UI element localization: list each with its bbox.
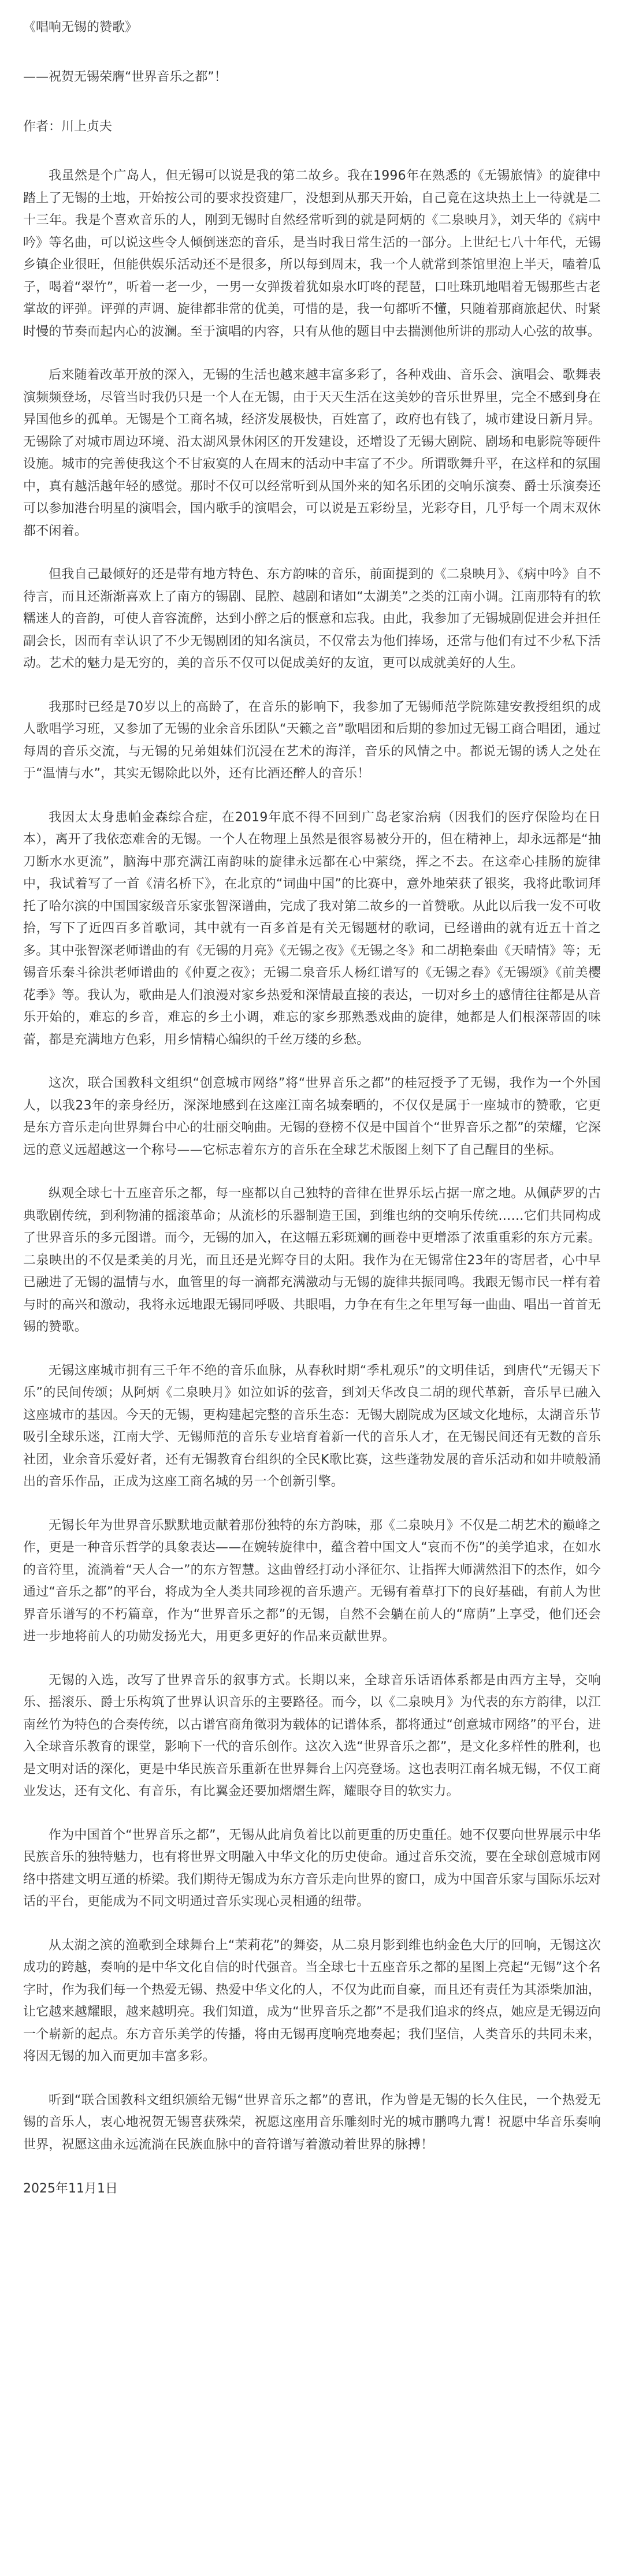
paragraph: 纵观全球七十五座音乐之都，每一座都以自己独特的音律在世界乐坛占据一席之地。从佩萨罗的古典歌剧传统，到利物浦的摇滚革命；从流杉的乐器制造王国，到维也纳的交响乐传统……它们共同构成了世界音乐的多元图谱。而今，无锡的加入，在这幅五彩斑斓的画卷中更增添了浓重重彩的东方元素。二泉映出的不仅是柔美的月光，而且还是光辉夺目的太阳。我作为在无锡常住23年的寄居者，心中早已融进了无锡的温情与水，血管里的每一滴都充满激动与无锡的旋律共振同鸣。我跟无锡市民一样有着与时的高兴和激动，我将永远地跟无锡同呼吸、共眼唱，力争在有生之年里写每一曲曲、唱出一首首无锡的赞歌。: [23, 1186, 601, 1334]
paragraph: 我那时已经是70岁以上的高龄了，在音乐的影响下，我参加了无锡师范学院陈建安教授组织的成人歌唱学习班，又参加了无锡的业余音乐团队“天籁之音”歌唱团和后期的参加过无锡工商合唱团，通过每周的音乐交流，与无锡的兄弟姐妹们沉浸在艺术的海洋，音乐的风情之中。都说无锡的诱人之处在于“温情与水”，其实无锡除此以外，还有比酒还醉人的音乐！: [23, 699, 601, 781]
paragraph: 无锡的入选，改写了世界音乐的叙事方式。长期以来，全球音乐话语体系都是由西方主导，交响乐、摇滚乐、爵士乐构筑了世界认识音乐的主要路径。而今，以《二泉映月》为代表的东方韵律，以江南丝竹为特色的合奏传统，以古谱宫商角徵羽为载体的记谱体系，都将通过“创意城市网络”的平台，进入全球音乐教育的课堂，影响下一代的音乐创作。这次入选“世界音乐之都”，是文化多样性的胜利，也是文明对话的深化，更是中华民族音乐重新在世界舞台上闪亮登场。这也表明江南名城无锡，不仅工商业发达，还有文化、有音乐，有比翼金还要加熠熠生辉，耀眼夺目的软实力。: [23, 1673, 601, 1799]
paragraph: 从太湖之滨的渔歌到全球舞台上“茉莉花”的舞姿，从二泉月影到维也纳金色大厅的回响，无锡这次成功的跨越，奏响的是中华文化自信的时代强音。当全球七十五座音乐之都的星图上亮起“无锡”这个名字时，作为我们每一个热爱无锡、热爱中华文化的人，不仅为此而自豪，而且还有责任为其添柴加油，让它越来越耀眼，越来越明亮。我们知道，成为“世界音乐之都”不是我们追求的终点，她应是无锡迈向一个崭新的起点。东方音乐美学的传播，将由无锡再度响亮地奏起；我们坚信，人类音乐的共同未来，将因无锡的加入而更加丰富多彩。: [23, 1938, 601, 2064]
paragraph: 这次，联合国教科文组织“创意城市网络”将“世界音乐之都”的桂冠授予了无锡，我作为一个外国人，以我23年的亲身经历，深深地感到在这座江南名城秦晒的，不仅仅是属于一座城市的赞歌，它更是东方音乐走向世界舞台中心的壮丽交响曲。无锡的登榜不仅是中国首个“世界音乐之都”的荣耀，它深远的意义远超越这一个称号——它标志着东方的音乐在全球艺术版图上刻下了自己醒目的坐标。: [23, 1076, 601, 1157]
paragraph: 我虽然是个广岛人，但无锡可以说是我的第二故乡。我在1996年在熟悉的《无锡旅情》的旋律中踏上了无锡的土地，开始按公司的要求投资建厂，没想到从那天开始，自己竟在这块热土上一待就是二十三年。我是个喜欢音乐的人，刚到无锡时自然经常听到的就是阿炳的《二泉映月》，刘天华的《病中吟》等名曲，可以说这些令人倾倒迷恋的音乐，是当时我日常生活的一部分。上世纪七八十年代，无锡乡镇企业很旺，但能供娱乐活动还不是很多，所以每到周末，我一个人就常到茶馆里泡上半天，嗑着瓜子，喝着“翠竹”，听着一老一少，一男一女弹拨着犹如泉水叮咚的琵琶，口吐珠玑地唱着无锡那些古老掌故的评弹。评弹的声调、旋律都非常的优美，可惜的是，我一句都听不懂，只随着那商旅起伏、时紧时慢的节奏而起内心的波澜。至于演唱的内容，只有从他的题目中去揣测他所讲的那动人心弦的故事。: [23, 169, 601, 339]
paragraph: 我因太太身患帕金森综合症，在2019年底不得不回到广岛老家治病（因我们的医疗保险均在日本），离开了我依恋难舍的无锡。一个人在物理上虽然是很容易被分开的，但在精神上，却永远都是“抽刀断水水更流”，脑海中那充满江南韵味的旋律永远都在心中萦绕，挥之不去。在这牵心挂肠的旋律中，我试着写了一首《清名桥下》，在北京的“词曲中国”的比赛中，意外地荣获了银奖，我将此歌词拜托了哈尔滨的中国国家级音乐家张智深谱曲，完成了我对第二故乡的一首赞歌。从此以后我一发不可收拾，写下了近四百多首歌词，其中就有一百多首是有关无锡题材的歌词，已经谱曲的就有近五十首之多。其中张智深老师谱曲的有《无锡的月亮》《无锡之夜》《无锡之冬》和二胡艳秦曲《天晴情》等；无锡音乐秦斗徐洪老师谱曲的《仲夏之夜》；无锡二泉音乐人杨红谱写的《无锡之春》《无锡颂》《前美樱花季》等。我认为，歌曲是人们浪漫对家乡热爱和深情最直接的表达，一切对乡土的感情往往都是从音乐开始的，难忘的乡音，难忘的乡土小调，难忘的家乡那熟悉戏曲的旋律，她都是人们根深蒂固的味蕾，都是充满地方色彩，用乡情精心编织的千丝万缕的乡愁。: [23, 810, 601, 1047]
article-title: 《唱响无锡的赞歌》: [23, 20, 138, 35]
article-date: 2025年11月1日: [23, 2182, 118, 2196]
article-subtitle: ——祝贺无锡荣膺“世界音乐之都”！: [23, 70, 227, 84]
paragraph: 作为中国首个“世界音乐之都”，无锡从此肩负着比以前更重的历史重任。她不仅要向世界展示中华民族音乐的独特魅力，也有将世界文明融入中华文化的历史使命。通过音乐交流，要在全球创意城市网络中搭建文明互通的桥梁。我们期待无锡成为东方音乐走向世界的窗口，成为中国音乐家与国际乐坛对话的平台，更能成为不同文明通过音乐实现心灵相通的纽带。: [23, 1827, 601, 1909]
paragraph: 听到“联合国教科文组织颁给无锡“世界音乐之都”的喜讯，作为曾是无锡的长久住民，一个热爱无锡的音乐人，衷心地祝贺无锡喜获殊荣，祝愿这座用音乐雕刻时光的城市鹏鸣九霄！祝愿中华音乐奏响世界，祝愿这曲永远流淌在民族血脉中的音符谱写着激动着世界的脉搏！: [23, 2093, 601, 2152]
article-author: 作者：川上贞夫: [23, 120, 113, 134]
paragraph: 无锡长年为世界音乐默默地贡献着那份独特的东方韵味，那《二泉映月》不仅是二胡艺术的巅峰之作，更是一种音乐哲学的具象表达——在婉转旋律中，蕴含着中国文人“哀而不伤”的美学追求，在如水的音符里，流淌着“天人合一”的东方智慧。这曲曾经打动小泽征尔、让指挥大师满然泪下的杰作，如今通过“音乐之都”的平台，将成为全人类共同珍视的音乐遗产。无锡有着草打下的良好基础，有前人为世界音乐谱写的不朽篇章，作为“世界音乐之都”的无锡，自然不会躺在前人的“席荫”上享受，他们还会进一步地将前人的功勋发扬光大，用更多更好的作品来贡献世界。: [23, 1518, 601, 1644]
paragraph: 后来随着改革开放的深入，无锡的生活也越来越丰富多彩了，各种戏曲、音乐会、演唱会、歌舞表演频频登场，尽管当时我仍只是一个人在无锡，由于天天生活在这美妙的音乐世界里，完全不感到身在异国他乡的孤单。无锡是个工商名城，经济发展极快，百姓富了，政府也有钱了，城市建设日新月异。无锡除了对城市周边环境、沿太湖风景休闲区的开发建设，还增设了无锡大剧院、剧场和电影院等硬件设施。城市的完善使我这个不甘寂寞的人在周末的活动中丰富了不少。所谓歌舞升平，在这样和的氛围中，真有越活越年轻的感觉。那时不仅可以经常听到从国外来的知名乐团的交响乐演奏、爵士乐演奏还可以参加港台明星的演唱会，国内歌手的演唱会，可以说是五彩纷呈，光彩夺目，几乎每一个周末双休都不闲着。: [23, 368, 601, 538]
paragraph: 无锡这座城市拥有三千年不绝的音乐血脉，从春秋时期“季札观乐”的文明佳话，到唐代“无锡天下乐”的民间传颂；从阿炳《二泉映月》如泣如诉的弦音，到刘天华改良二胡的现代革新，音乐早已融入这座城市的基因。今天的无锡，更构建起完整的音乐生态：无锡大剧院成为区域文化地标，太湖音乐节吸引全球乐迷，江南大学、无锡师范的音乐专业培育着新一代的音乐人才，在无锡民间还有无数的音乐社团，业余音乐爱好者，还有无锡教育台组织的全民K歌比赛，这些蓬勃发展的音乐活动和如井喷般涌出的音乐作品，正成为这座工商名城的另一个创新引擎。: [23, 1363, 601, 1489]
paragraph: 但我自己最倾好的还是带有地方特色、东方韵味的音乐，前面提到的《二泉映月》、《病中吟》自不待言，而且还渐渐喜欢上了南方的锡剧、昆腔、越剧和诸如“太湖美”之类的江南小调。江南那特有的软糯迷人的音韵，可使人音容流醉，达到小醉之后的惬意和忘我。由此，我参加了无锡城剧促进会并担任副会长，因而有幸认识了不少无锡剧团的知名演员，不仅常去为他们捧场，还常与他们有过不少私下活动。艺术的魅力是无穷的，美的音乐不仅可以促成美好的友谊，更可以成就美好的人生。: [23, 567, 601, 671]
